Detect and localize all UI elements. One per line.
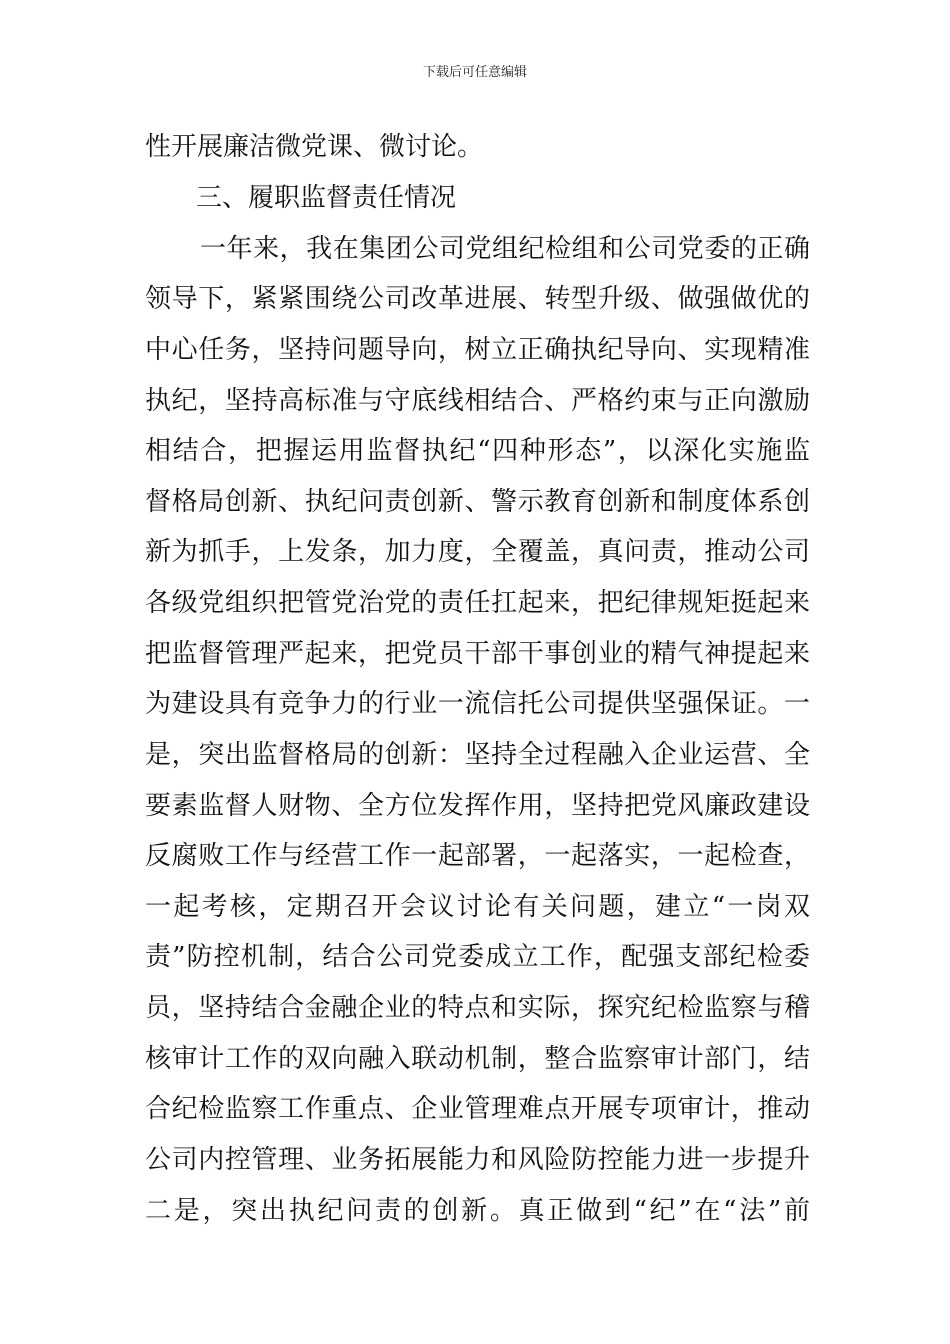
text-line: 一年来，我在集团公司党组纪检组和公司党委的正确 — [200, 234, 810, 264]
text-line: 公司内控管理、业务拓展能力和风险防控能力进一步提升 — [145, 1145, 810, 1175]
text-line: 二是，突出执纪问责的创新。真正做到“纪”在“法”前 — [145, 1196, 810, 1226]
text-line: 合纪检监察工作重点、企业管理难点开展专项审计，推动 — [145, 1094, 810, 1124]
text-line: 领导下，紧紧围绕公司改革进展、转型升级、做强做优的 — [145, 284, 810, 314]
text-line: 要素监督人财物、全方位发挥作用，坚持把党风廉政建设 — [145, 791, 810, 821]
text-line: 执纪，坚持高标准与守底线相结合、严格约束与正向激励 — [145, 386, 810, 416]
text-line: 相结合，把握运用监督执纪“四种形态”，以深化实施监 — [145, 436, 810, 466]
text-line: 各级党组织把管党治党的责任扛起来，把纪律规矩挺起来 — [145, 588, 810, 618]
text-line: 督格局创新、执纪问责创新、警示教育创新和制度体系创 — [145, 487, 810, 517]
text-line: 责”防控机制，结合公司党委成立工作，配强支部纪检委 — [145, 942, 810, 972]
text-line: 一起考核，定期召开会议讨论有关问题，建立“一岗双 — [145, 892, 810, 922]
text-line: 中心任务，坚持问题导向，树立正确执纪导向、实现精准 — [145, 335, 810, 365]
text-line: 为建设具有竞争力的行业一流信托公司提供坚强保证。一 — [145, 689, 810, 719]
page-header-note: 下载后可任意编辑 — [422, 65, 527, 80]
text-line: 是，突出监督格局的创新：坚持全过程融入企业运营、全 — [145, 740, 810, 770]
text-line: 核审计工作的双向融入联动机制，整合监察审计部门，结 — [145, 1044, 810, 1074]
text-line: 把监督管理严起来，把党员干部干事创业的精气神提起来 — [145, 639, 810, 669]
section-heading: 三、履职监督责任情况 — [196, 183, 457, 213]
text-line: 员，坚持结合金融企业的特点和实际，探究纪检监察与稽 — [145, 993, 810, 1023]
text-line: 性开展廉洁微党课、微讨论。 — [145, 132, 484, 162]
text-line: 反腐败工作与经营工作一起部署，一起落实，一起检查， — [145, 841, 810, 871]
text-line: 新为抓手，上发条，加力度，全覆盖，真问责，推动公司 — [145, 537, 810, 567]
